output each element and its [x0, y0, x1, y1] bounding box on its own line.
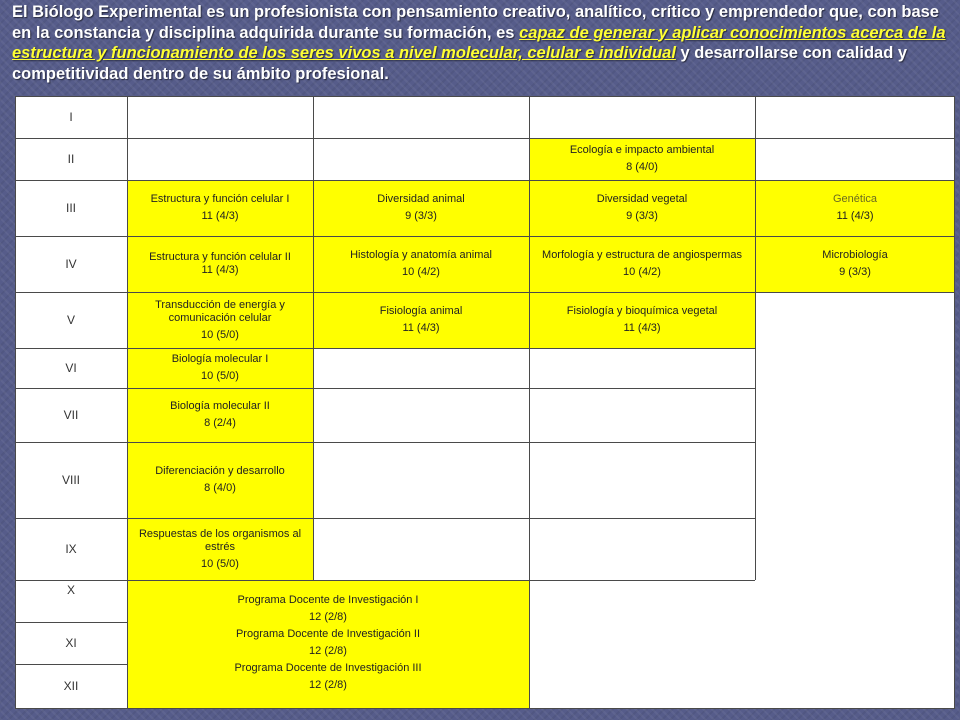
course-name: Biología molecular II	[170, 400, 270, 412]
semester-label: V	[15, 292, 127, 348]
course-cell	[127, 442, 313, 518]
course-credits: 10 (4/2)	[402, 266, 440, 278]
grid-line	[15, 518, 755, 519]
grid-line	[15, 664, 127, 665]
semester-label: X	[15, 580, 127, 622]
course-name: Histología y anatomía animal	[350, 249, 492, 261]
course-cell	[529, 292, 755, 348]
grid-line	[313, 96, 314, 580]
empty-cell	[313, 442, 755, 518]
grid-line	[15, 388, 755, 389]
course-credits: 8 (4/0)	[626, 161, 658, 173]
course-name: Fisiología y bioquímica vegetal	[566, 305, 718, 317]
empty-cell	[127, 138, 529, 180]
intro-text-start: El Biólogo Experimental es un profesionista con pensamiento creativo, analítico, crítico y emprendedor que, con base en la constancia y disciplina adquirida durante su formación, es	[12, 3, 939, 42]
course-credits: 11 (4/3)	[402, 322, 440, 334]
course-name: Programa Docente de Investigación II	[235, 628, 421, 640]
course-cell	[313, 180, 529, 236]
course-credits: 8 (4/0)	[204, 482, 236, 494]
grid-line	[954, 96, 955, 708]
course-cell	[529, 138, 755, 180]
course-name: Estructura y función celular I	[150, 193, 290, 205]
empty-cell	[755, 292, 955, 580]
course-name: Estructura y función celular II	[149, 251, 291, 263]
empty-cell	[529, 580, 955, 708]
grid-line	[15, 138, 955, 139]
course-name: Fisiología animal	[379, 305, 463, 317]
course-name: Respuestas de los organismos al estrés	[138, 527, 302, 553]
course-name: Diversidad animal	[377, 193, 465, 205]
course-credits: 11 (4/3)	[201, 264, 239, 276]
course-credits: 11 (4/3)	[623, 322, 661, 334]
course-cell	[127, 348, 313, 388]
empty-cell	[127, 96, 955, 138]
grid-line	[15, 442, 755, 443]
semester-label: VII	[15, 388, 127, 442]
course-cell	[755, 180, 955, 236]
course-credits: 10 (5/0)	[201, 370, 239, 382]
course-credits: 12 (2/8)	[309, 645, 347, 657]
semester-label: I	[15, 96, 127, 138]
course-cell	[313, 236, 529, 292]
empty-cell	[313, 348, 755, 388]
course-name: Morfología y estructura de angiospermas	[542, 249, 742, 261]
course-credits: 10 (5/0)	[201, 557, 239, 570]
grid-line	[15, 236, 955, 237]
grid-line	[529, 96, 530, 708]
course-name: Diversidad vegetal	[596, 193, 688, 205]
grid-line	[15, 180, 955, 181]
empty-cell	[313, 388, 755, 442]
semester-label: XI	[15, 622, 127, 664]
course-cell	[127, 236, 313, 292]
course-cell	[127, 518, 313, 580]
empty-cell	[313, 518, 755, 580]
course-credits: 11 (4/3)	[201, 210, 239, 222]
course-name: Genética	[832, 193, 878, 205]
grid-line	[755, 96, 756, 580]
course-name: Diferenciación y desarrollo	[155, 465, 285, 477]
course-name: Microbiología	[822, 249, 888, 261]
course-cell	[529, 236, 755, 292]
course-credits: 10 (4/2)	[623, 266, 661, 278]
grid-line	[15, 708, 955, 709]
course-credits: 11 (4/3)	[836, 210, 874, 222]
semester-label: XII	[15, 664, 127, 708]
course-cell	[127, 292, 313, 348]
intro-text-end: y desarrollarse con calidad y competitividad dentro de su ámbito profesional.	[12, 44, 908, 83]
grid-line	[15, 580, 755, 581]
course-cell	[127, 180, 313, 236]
grid-line	[15, 96, 16, 708]
semester-label: IV	[15, 236, 127, 292]
intro-highlight: capaz de generar y aplicar conocimientos acerca de la estructura y funcionamiento de los seres vivos a nivel molecular, celular e individual	[12, 23, 946, 62]
course-name: Biología molecular I	[171, 353, 269, 365]
course-credits: 8 (2/4)	[204, 417, 236, 429]
course-name: Transducción de energía y comunicación celular	[155, 298, 285, 324]
course-credits: 9 (3/3)	[839, 266, 871, 278]
course-credits: 12 (2/8)	[309, 611, 347, 623]
semester-label: III	[15, 180, 127, 236]
course-cell	[529, 180, 755, 236]
course-cell	[313, 292, 529, 348]
semester-label: IX	[15, 518, 127, 580]
course-cell	[127, 388, 313, 442]
course-cell	[755, 236, 955, 292]
grid-line	[15, 622, 127, 623]
grid-line	[127, 96, 128, 708]
grid-line	[15, 292, 955, 293]
semester-label: VIII	[15, 442, 127, 518]
course-cell-research	[127, 580, 529, 708]
course-credits: 10 (5/0)	[201, 328, 239, 341]
grid-line	[15, 96, 955, 97]
course-credits: 12 (2/8)	[309, 679, 347, 691]
intro-paragraph	[12, 2, 952, 84]
course-name: Programa Docente de Investigación I	[237, 594, 419, 606]
semester-label: VI	[15, 348, 127, 388]
course-credits: 9 (3/3)	[405, 210, 437, 222]
course-credits: 9 (3/3)	[626, 210, 658, 222]
course-name: Programa Docente de Investigación III	[234, 662, 422, 674]
grid-line	[15, 348, 755, 349]
course-name: Ecología e impacto ambiental	[569, 144, 715, 156]
semester-label: II	[15, 138, 127, 180]
empty-cell	[755, 138, 955, 180]
